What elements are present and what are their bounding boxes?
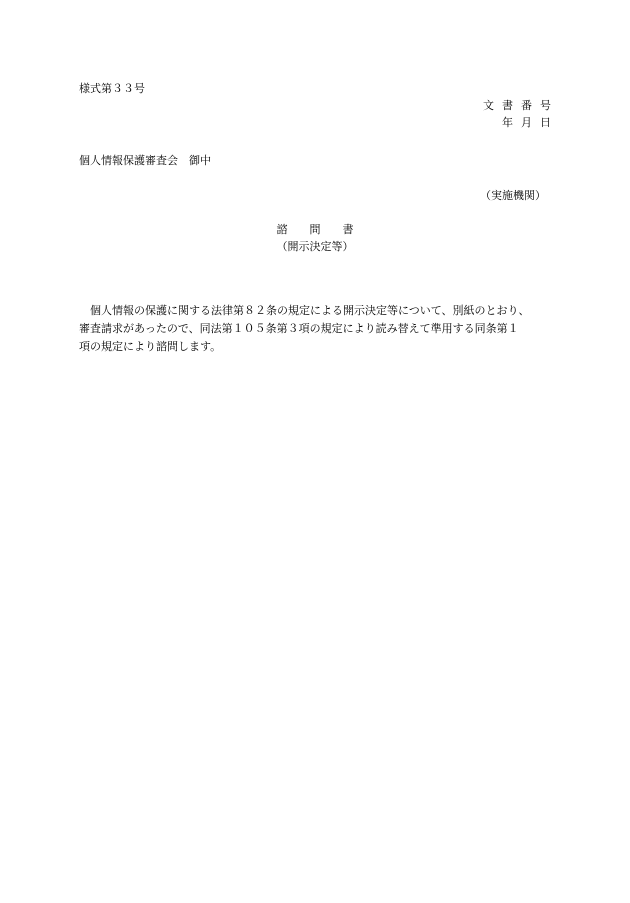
body-line: 項の規定により諮問します。 bbox=[79, 340, 222, 353]
document-title: 諮問書 bbox=[276, 223, 376, 236]
document-number-label: 文書番号 bbox=[483, 99, 559, 112]
document-subtitle: （開示決定等） bbox=[276, 240, 354, 253]
sender-organization: （実施機関） bbox=[480, 189, 546, 202]
addressee: 個人情報保護審査会 御中 bbox=[79, 154, 211, 167]
body-line: 審査請求があったので、同法第１０５条第３項の規定により読み替えて準用する同条第１ bbox=[79, 322, 519, 335]
form-number: 様式第３３号 bbox=[79, 82, 145, 95]
body-paragraph bbox=[79, 302, 551, 356]
date-label: 年月日 bbox=[502, 116, 559, 129]
body-line: 個人情報の保護に関する法律第８２条の規定による開示決定等について、別紙のとおり、 bbox=[79, 304, 530, 317]
